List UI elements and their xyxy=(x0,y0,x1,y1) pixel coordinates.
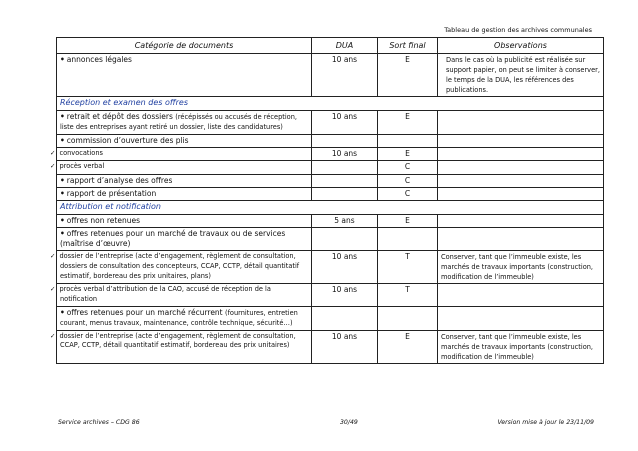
column-header-observations: Observations xyxy=(438,38,604,54)
archive-management-table xyxy=(50,37,604,364)
bullet-icon: • xyxy=(60,175,65,185)
row-label: offres retenues pour un marché récurrent xyxy=(66,307,223,317)
row-label: rapport de présentation xyxy=(66,188,157,198)
row-label: retrait et dépôt des dossiers xyxy=(66,111,173,121)
checkmark-icon: ✓ xyxy=(50,162,56,171)
table-row xyxy=(57,214,604,227)
row-observation: Conserver, tant que l’immeuble existe, les marchés de travaux importants (construction, modification de l’immeuble) xyxy=(438,251,604,284)
row-label: rapport d’analyse des offres xyxy=(66,175,173,185)
row-label: procès verbal xyxy=(59,162,105,171)
row-sort: C xyxy=(378,187,438,200)
row-label: procès verbal d’attribution de la CAO, accusé de réception de la notification xyxy=(59,285,271,304)
row-sort: E xyxy=(378,330,438,363)
bullet-icon: • xyxy=(60,228,65,238)
table-row xyxy=(57,174,604,187)
column-header-dua: DUA xyxy=(312,38,378,54)
row-sort: C xyxy=(378,174,438,187)
checkmark-icon: ✓ xyxy=(50,252,56,261)
row-dua: 10 ans xyxy=(312,330,378,363)
checkmark-icon: ✓ xyxy=(50,331,56,340)
row-dua: 5 ans xyxy=(312,214,378,227)
table-row xyxy=(57,330,604,363)
table-row xyxy=(57,110,604,134)
row-observation: Dans le cas où la publicité est réalisée sur support papier, on peut se limiter à conserver, le temps de la DUA, les références des publications. xyxy=(438,54,604,97)
row-label: convocations xyxy=(59,149,103,158)
row-dua: 10 ans xyxy=(312,251,378,284)
row-sort: E xyxy=(378,148,438,161)
bullet-icon: • xyxy=(60,111,65,121)
document-header-title: Tableau de gestion des archives communales xyxy=(444,26,592,34)
row-label: dossier de l’entreprise (acte d’engagement, règlement de consultation, CCAP, CCTP, détail quantitatif estimatif, bordereau des prix unitaires) xyxy=(59,331,296,350)
row-label: offres retenues pour un marché de travaux ou de services (maîtrise d’œuvre) xyxy=(60,228,286,249)
row-sort: T xyxy=(378,284,438,306)
table-row xyxy=(57,187,604,200)
bullet-icon: • xyxy=(60,55,65,65)
table-row xyxy=(57,54,604,97)
table-row xyxy=(57,227,604,251)
table-row xyxy=(57,306,604,330)
row-label: offres non retenues xyxy=(66,215,140,225)
table-row xyxy=(57,161,604,174)
row-sort: E xyxy=(378,214,438,227)
row-sort: C xyxy=(378,161,438,174)
section-title-attribution: Attribution et notification xyxy=(57,201,604,214)
section-row xyxy=(57,97,604,110)
row-dua: 10 ans xyxy=(312,54,378,97)
footer-left: Service archives – CDG 86 xyxy=(58,419,140,426)
bullet-icon: • xyxy=(60,135,65,145)
row-observation: Conserver, tant que l’immeuble existe, les marchés de travaux importants (construction, modification de l’immeuble) xyxy=(438,330,604,363)
row-sort: E xyxy=(378,110,438,134)
table-header-row xyxy=(57,38,604,54)
section-title-reception: Réception et examen des offres xyxy=(57,97,604,110)
section-row xyxy=(57,201,604,214)
table-row xyxy=(57,284,604,306)
checkmark-icon: ✓ xyxy=(50,149,56,158)
row-dua: 10 ans xyxy=(312,110,378,134)
bullet-icon: • xyxy=(60,188,65,198)
row-label: annonces légales xyxy=(66,55,132,65)
column-header-category: Catégorie de documents xyxy=(57,38,312,54)
row-sort: T xyxy=(378,251,438,284)
row-label: commission d’ouverture des plis xyxy=(66,135,189,145)
row-dua: 10 ans xyxy=(312,284,378,306)
table-row xyxy=(57,134,604,147)
row-dua: 10 ans xyxy=(312,148,378,161)
table-row xyxy=(57,251,604,284)
column-header-sort-final: Sort final xyxy=(378,38,438,54)
bullet-icon: • xyxy=(60,215,65,225)
row-note: (récépissés ou accusés de réception, liste des entreprises ayant retiré un dossier, liste des candidatures) xyxy=(60,112,297,132)
row-sort: E xyxy=(378,54,438,97)
bullet-icon: • xyxy=(60,307,65,317)
footer-right: Version mise à jour le 23/11/09 xyxy=(497,419,594,426)
checkmark-icon: ✓ xyxy=(50,285,56,294)
row-note: (fournitures, entretien courant, menus travaux, maintenance, contrôle technique, sécurité…) xyxy=(60,308,298,328)
row-label: dossier de l’entreprise (acte d’engagement, règlement de consultation, dossiers de consultation des concepteurs, CCAP, CCTP, détail quantitatif estimatif, bordereau des prix unitaires, plans) xyxy=(59,252,300,280)
table-row xyxy=(57,148,604,161)
footer-page-number: 30/49 xyxy=(340,419,358,426)
